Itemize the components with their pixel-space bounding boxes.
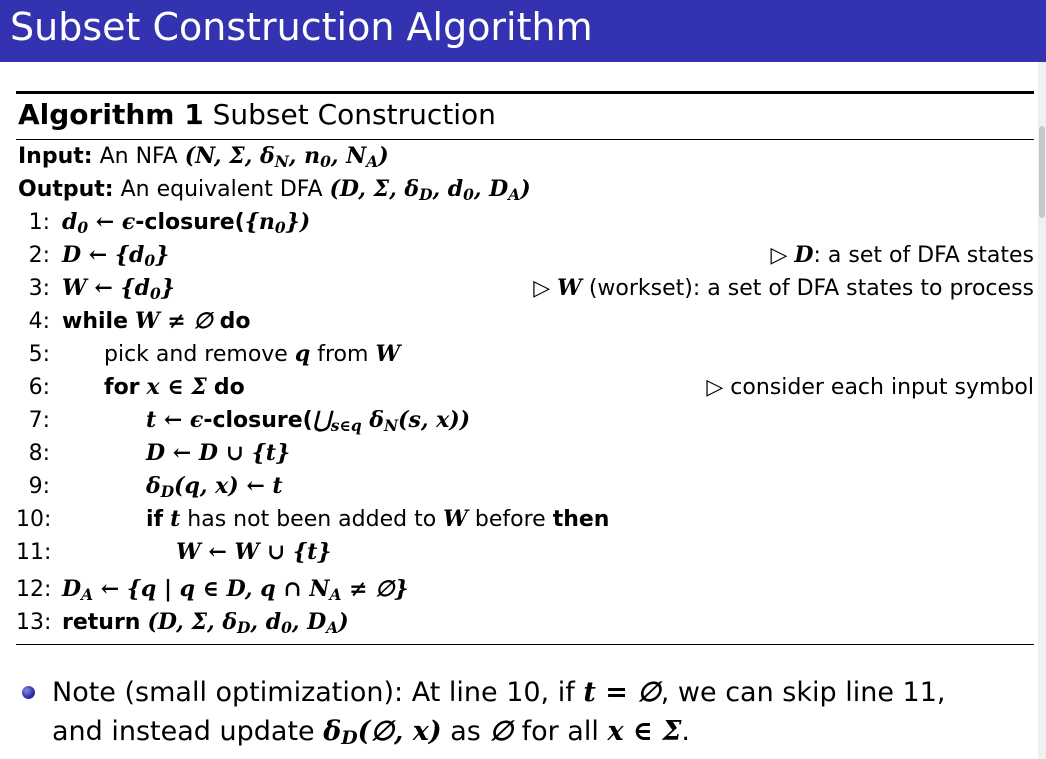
scrollbar-thumb[interactable] bbox=[1039, 126, 1045, 218]
algo-line-9: 9: $\delta_D(q$, x) ← t bbox=[16, 470, 1034, 503]
algorithm-box bbox=[16, 91, 1034, 645]
line-text: before bbox=[474, 507, 546, 532]
line-number: 1: bbox=[28, 210, 50, 235]
note-text: as bbox=[450, 716, 481, 747]
line-number: 7: bbox=[28, 408, 50, 433]
bullet-icon bbox=[22, 686, 35, 699]
line-number: 10: bbox=[16, 507, 52, 532]
comment-text: a set of DFA states bbox=[827, 243, 1034, 268]
line-number: 9: bbox=[28, 474, 50, 499]
line-number: 12: bbox=[16, 577, 52, 602]
line-number: 8: bbox=[28, 441, 50, 466]
closure-keyword: -closure( bbox=[135, 210, 245, 235]
line-number: 11: bbox=[16, 540, 52, 565]
line-number: 5: bbox=[28, 342, 50, 367]
scrollbar[interactable] bbox=[1038, 62, 1046, 759]
algo-line-10: 10: if t has not been added to W before then bbox=[16, 503, 1034, 536]
algo-line-11: 11: W ← W ∪ {t} bbox=[16, 536, 1034, 569]
algo-line-3: 3: W ← $\{d_0\}$ ▷ W (workset): a set of DFA states to process bbox=[16, 272, 1034, 305]
line-number: 6: bbox=[28, 375, 50, 400]
algo-line-6: 6: for x ∈ Σ do ▷ consider each input symbol bbox=[16, 371, 1034, 404]
slide-title-bar bbox=[0, 0, 1046, 62]
while-keyword: while bbox=[62, 309, 128, 334]
then-keyword: then bbox=[552, 507, 610, 532]
line-text: from bbox=[317, 342, 369, 367]
comment-text: consider each input symbol bbox=[730, 375, 1034, 400]
algo-line-1: 1: $d_0$ ← $\epsilon-closure(\{n_0\})$ bbox=[16, 206, 1034, 239]
algo-line-5: 5: pick and remove q from W bbox=[16, 338, 1034, 371]
return-keyword: return bbox=[62, 610, 141, 635]
algo-line-7: 7: t ← $\epsilon-closure(⋃_{s\in q}$ $\delta_N(s$, x)) bbox=[16, 404, 1034, 437]
algorithm-label: Algorithm 1 bbox=[18, 98, 204, 131]
comment: ▷ D: a set of DFA states bbox=[770, 242, 1034, 268]
input-label: Input: bbox=[18, 144, 93, 169]
line-number: 4: bbox=[28, 309, 50, 334]
note-bullet: Note (small optimization): At line 10, if t = ∅, we can skip line 11, and instead update $\delta_D(\emptyset$, x) as ∅ for all x ∈ Σ. bbox=[52, 673, 1022, 751]
algo-line-2: 2: D ← $\{d_0\}$ ▷ D: a set of DFA states bbox=[16, 239, 1034, 272]
bottom-rule bbox=[16, 644, 1034, 645]
comment: ▷ W (workset): a set of DFA states to process bbox=[533, 275, 1034, 301]
do-keyword: do bbox=[219, 309, 251, 334]
line-text: pick and remove bbox=[104, 342, 288, 367]
for-keyword: for bbox=[104, 375, 140, 400]
line-number: 2: bbox=[28, 243, 50, 268]
algo-line-4: 4: while W ≠ ∅ do bbox=[16, 305, 1034, 338]
closure-keyword: -closure( bbox=[203, 408, 313, 433]
algorithm-name: Subset Construction bbox=[212, 98, 496, 131]
output-text: An equivalent DFA bbox=[120, 177, 323, 202]
top-rule bbox=[16, 91, 1034, 94]
note-text: and instead update bbox=[52, 716, 315, 747]
comment: ▷ consider each input symbol bbox=[706, 375, 1034, 400]
algo-line-12: 12: $D_A$ ← {q | q ∈ D, q ∩ $N_A$ ≠ ∅} bbox=[16, 573, 1034, 606]
input-line bbox=[16, 140, 1034, 173]
algorithm-header bbox=[18, 96, 496, 134]
algo-line-8: 8: D ← D ∪ {t} bbox=[16, 437, 1034, 470]
algo-line-13: 13: return (D, Σ, $\delta_D$, $d_0$, $D_A$) bbox=[16, 606, 1034, 639]
line-text: has not been added to bbox=[187, 507, 437, 532]
if-keyword: if bbox=[146, 507, 164, 532]
output-line bbox=[16, 173, 1034, 206]
note-text: , we can skip line 11, bbox=[660, 677, 946, 708]
comment-text: (workset): a set of DFA states to process bbox=[588, 276, 1034, 301]
output-label: Output: bbox=[18, 177, 114, 202]
do-keyword: do bbox=[213, 375, 245, 400]
note-text: Note (small optimization): At line 10, if bbox=[52, 677, 575, 708]
slide-title: Subset Construction Algorithm bbox=[10, 5, 593, 49]
input-text: An NFA bbox=[99, 144, 178, 169]
nfa-tuple: (N, Σ, $\delta_N$, $n_0$, $N_A$) bbox=[184, 143, 389, 171]
line-number: 13: bbox=[16, 610, 52, 635]
dfa-tuple: (D, Σ, $\delta_D$, $d_0$, $D_A$) bbox=[329, 176, 531, 204]
note-text: for all bbox=[521, 716, 599, 747]
line-number: 3: bbox=[28, 276, 50, 301]
